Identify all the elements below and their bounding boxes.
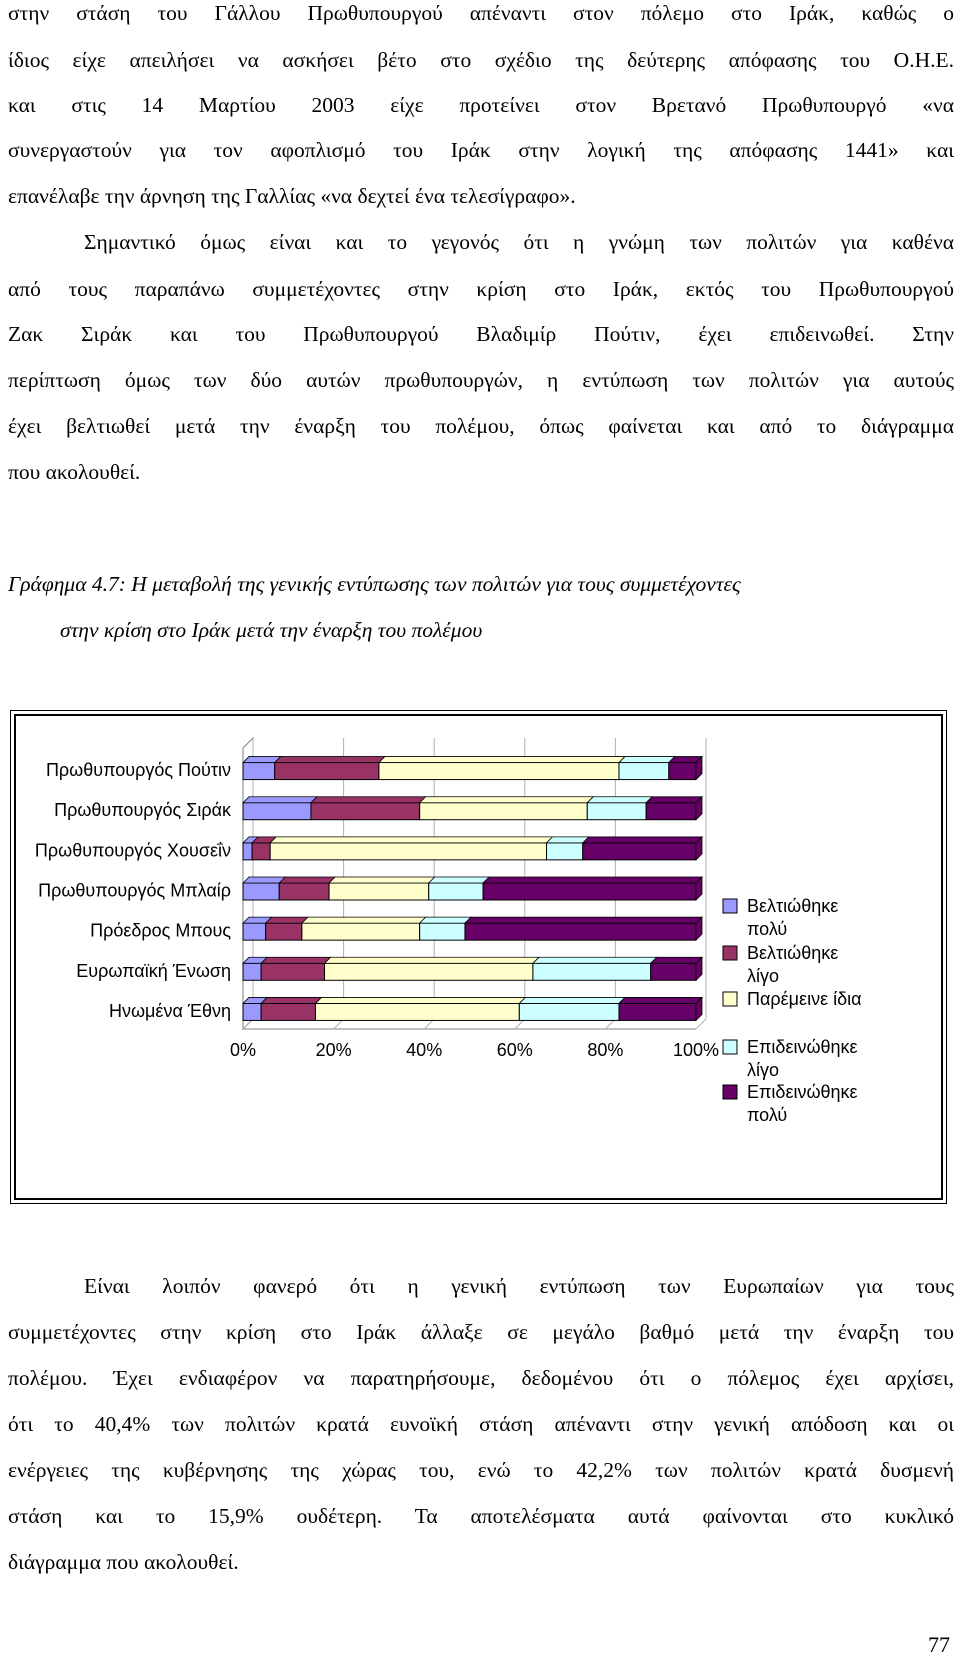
legend-label: λίγο: [747, 966, 780, 986]
text-line: στην στάση του Γάλλου Πρωθυπουργού απέναντι στον πόλεμο στο Ιράκ, καθώς ο: [8, 1, 954, 25]
bar-segment: [261, 963, 324, 980]
bar-segment-top: [266, 917, 308, 923]
bar-segment-top: [379, 757, 625, 763]
x-tick-label: 20%: [315, 1040, 352, 1060]
bar-segment: [619, 763, 669, 780]
bar-segment: [420, 923, 465, 940]
bar-segment: [483, 883, 696, 900]
bar-segment: [243, 963, 261, 980]
bar-segment: [646, 803, 696, 820]
legend-swatch: [723, 899, 737, 913]
bar-segment-top: [651, 957, 702, 963]
bar-segment: [315, 1003, 519, 1020]
bar-segment: [243, 763, 275, 780]
text-line: ότι το 40,4% των πολιτών κρατά ευνοϊκή στάση απέναντι στην γενική απόδοση και οι: [8, 1412, 954, 1436]
bar-segment-top: [261, 997, 321, 1003]
x-tick-label: 80%: [587, 1040, 624, 1060]
bar-segment-top: [315, 997, 525, 1003]
bar-segment-top: [519, 997, 625, 1003]
legend-label: Παρέμεινε ίδια: [747, 989, 862, 1009]
x-tick-label: 0%: [229, 1040, 257, 1060]
bar-segment: [619, 1003, 696, 1020]
bar-segment: [329, 883, 429, 900]
category-label: Πρωθυπουργός Σιράκ: [54, 800, 231, 821]
category-label: Πρωθυπουργός Χουσεΐν: [34, 840, 231, 861]
bar-segment: [243, 1003, 261, 1020]
bar-segment-top: [270, 837, 552, 843]
bar-segment-top: [547, 837, 589, 843]
bar-segment-top: [619, 757, 675, 763]
text-line: που ακολουθεί.: [8, 460, 141, 484]
text-line: Ζακ Σιράκ και του Πρωθυπουργού Βλαδιμίρ Πούτιν, έχει επιδεινωθεί. Στην: [8, 322, 954, 346]
bar-segment-top: [302, 917, 426, 923]
bar-segment-top: [243, 877, 285, 883]
text-line: πολέμου. Έχει ενδιαφέρον να παρατηρήσουμε, δεδομένου ότι ο πόλεμος έχει αρχίσει,: [8, 1366, 954, 1390]
bar-segment: [547, 843, 583, 860]
x-tick-label: 100%: [672, 1040, 720, 1060]
bar-segment-top: [329, 877, 435, 883]
bar-segment: [533, 963, 651, 980]
stacked-bar-chart: [11, 711, 948, 1205]
bar-segment: [243, 883, 279, 900]
text-line: Σημαντικό όμως είναι και το γεγονός ότι η γνώμη των πολιτών για καθένα: [84, 230, 954, 254]
caption-line: Γράφημα 4.7: Η μεταβολή της γενικής εντύπωσης των πολιτών για τους συμμετέχοντες: [8, 572, 741, 596]
bar-segment-top: [583, 837, 702, 843]
text-line: διάγραμμα που ακολουθεί.: [8, 1550, 239, 1574]
bar-segment: [465, 923, 696, 940]
caption-line: στην κρίση στο Ιράκ μετά την έναρξη του πολέμου: [60, 618, 483, 642]
chart-frame: [10, 710, 947, 1204]
legend-label: πολύ: [747, 919, 788, 939]
bar-segment-top: [465, 917, 702, 923]
text-line: ίδιος είχε απειλήσει να ασκήσει βέτο στο σχέδιο της δεύτερης απόφασης του Ο.Η.Ε.: [8, 48, 954, 72]
gridline-floor: [696, 1019, 706, 1029]
bar-segment-top: [325, 957, 539, 963]
bar-segment: [379, 763, 619, 780]
legend-label: Επιδεινώθηκε: [747, 1082, 858, 1102]
bar-segment-top: [533, 957, 657, 963]
bar-segment-top: [311, 797, 426, 803]
bar-segment: [261, 1003, 315, 1020]
bar-segment-top: [261, 957, 330, 963]
bar-segment-top: [243, 797, 317, 803]
legend-swatch: [723, 946, 737, 960]
bar-segment: [669, 763, 696, 780]
bar-segment: [519, 1003, 619, 1020]
text-line: περίπτωση όμως των δύο αυτών πρωθυπουργών, η εντύπωση των πολιτών για αυτούς: [8, 368, 954, 392]
category-label: Πρωθυπουργός Μπλαίρ: [38, 880, 231, 901]
text-line: από τους παραπάνω συμμετέχοντες στην κρίση στο Ιράκ, εκτός του Πρωθυπουργού: [8, 277, 954, 301]
text-line: στάση και το 15,9% ουδέτερη. Τα αποτελέσματα αυτά φαίνονται στο κυκλικό: [8, 1504, 954, 1528]
text-line: επανέλαβε την άρνηση της Γαλλίας «να δεχτεί ένα τελεσίγραφο».: [8, 184, 576, 208]
bar-segment: [420, 803, 588, 820]
legend-swatch: [723, 1085, 737, 1099]
bar-segment-top: [646, 797, 702, 803]
legend-label: Επιδεινώθηκε: [747, 1037, 858, 1057]
legend-label: λίγο: [747, 1060, 780, 1080]
bar-segment: [325, 963, 533, 980]
bar-segment: [429, 883, 483, 900]
bar-segment: [311, 803, 420, 820]
legend-label: Βελτιώθηκε: [747, 896, 839, 916]
bar-segment: [243, 843, 252, 860]
category-label: Ηνωμένα Έθνη: [109, 1000, 231, 1021]
text-line: Είναι λοιπόν φανερό ότι η γενική εντύπωση των Ευρωπαίων για τους: [84, 1274, 954, 1298]
bar-segment: [279, 883, 329, 900]
bar-segment-top: [420, 917, 471, 923]
bar-segment-top: [275, 757, 385, 763]
bar-segment: [651, 963, 696, 980]
bar-segment: [587, 803, 646, 820]
bar-segment-top: [420, 797, 594, 803]
bar-segment: [243, 923, 266, 940]
bar-segment: [302, 923, 420, 940]
category-label: Πρωθυπουργός Πούτιν: [45, 760, 231, 781]
text-line: και στις 14 Μαρτίου 2003 είχε προτείνει στον Βρετανό Πρωθυπουργό «να: [8, 93, 954, 117]
text-line: συμμετέχοντες στην κρίση στο Ιράκ άλλαξε σε μεγάλο βαθμό μετά την έναρξη του: [8, 1320, 954, 1344]
bar-segment: [266, 923, 302, 940]
text-line: έχει βελτιωθεί μετά την έναρξη του πολέμου, όπως φαίνεται και από το διάγραμμα: [8, 414, 954, 438]
bar-segment-top: [587, 797, 652, 803]
bar-segment: [270, 843, 546, 860]
legend-label: Βελτιώθηκε: [747, 943, 839, 963]
bar-segment-top: [429, 877, 489, 883]
legend-swatch: [723, 1040, 737, 1054]
bar-segment: [275, 763, 379, 780]
bar-segment: [243, 803, 311, 820]
bar-segment-top: [483, 877, 702, 883]
text-line: ενέργειες της κυβέρνησης της χώρας του, ενώ το 42,2% των πολιτών κρατά δυσμενή: [8, 1458, 954, 1482]
x-tick-label: 60%: [496, 1040, 533, 1060]
page-number: 77: [928, 1632, 950, 1657]
x-tick-label: 40%: [406, 1040, 443, 1060]
legend-swatch: [723, 992, 737, 1006]
category-label: Ευρωπαϊκή Ένωση: [76, 960, 231, 981]
bar-segment: [583, 843, 696, 860]
category-label: Πρόεδρος Μπους: [90, 920, 231, 941]
text-line: συνεργαστούν για τον αφοπλισμό του Ιράκ στην λογική της απόφασης 1441» και: [8, 138, 954, 162]
bar-segment-top: [619, 997, 702, 1003]
legend-label: πολύ: [747, 1105, 788, 1125]
bar-segment-top: [279, 877, 335, 883]
bar-segment: [252, 843, 270, 860]
